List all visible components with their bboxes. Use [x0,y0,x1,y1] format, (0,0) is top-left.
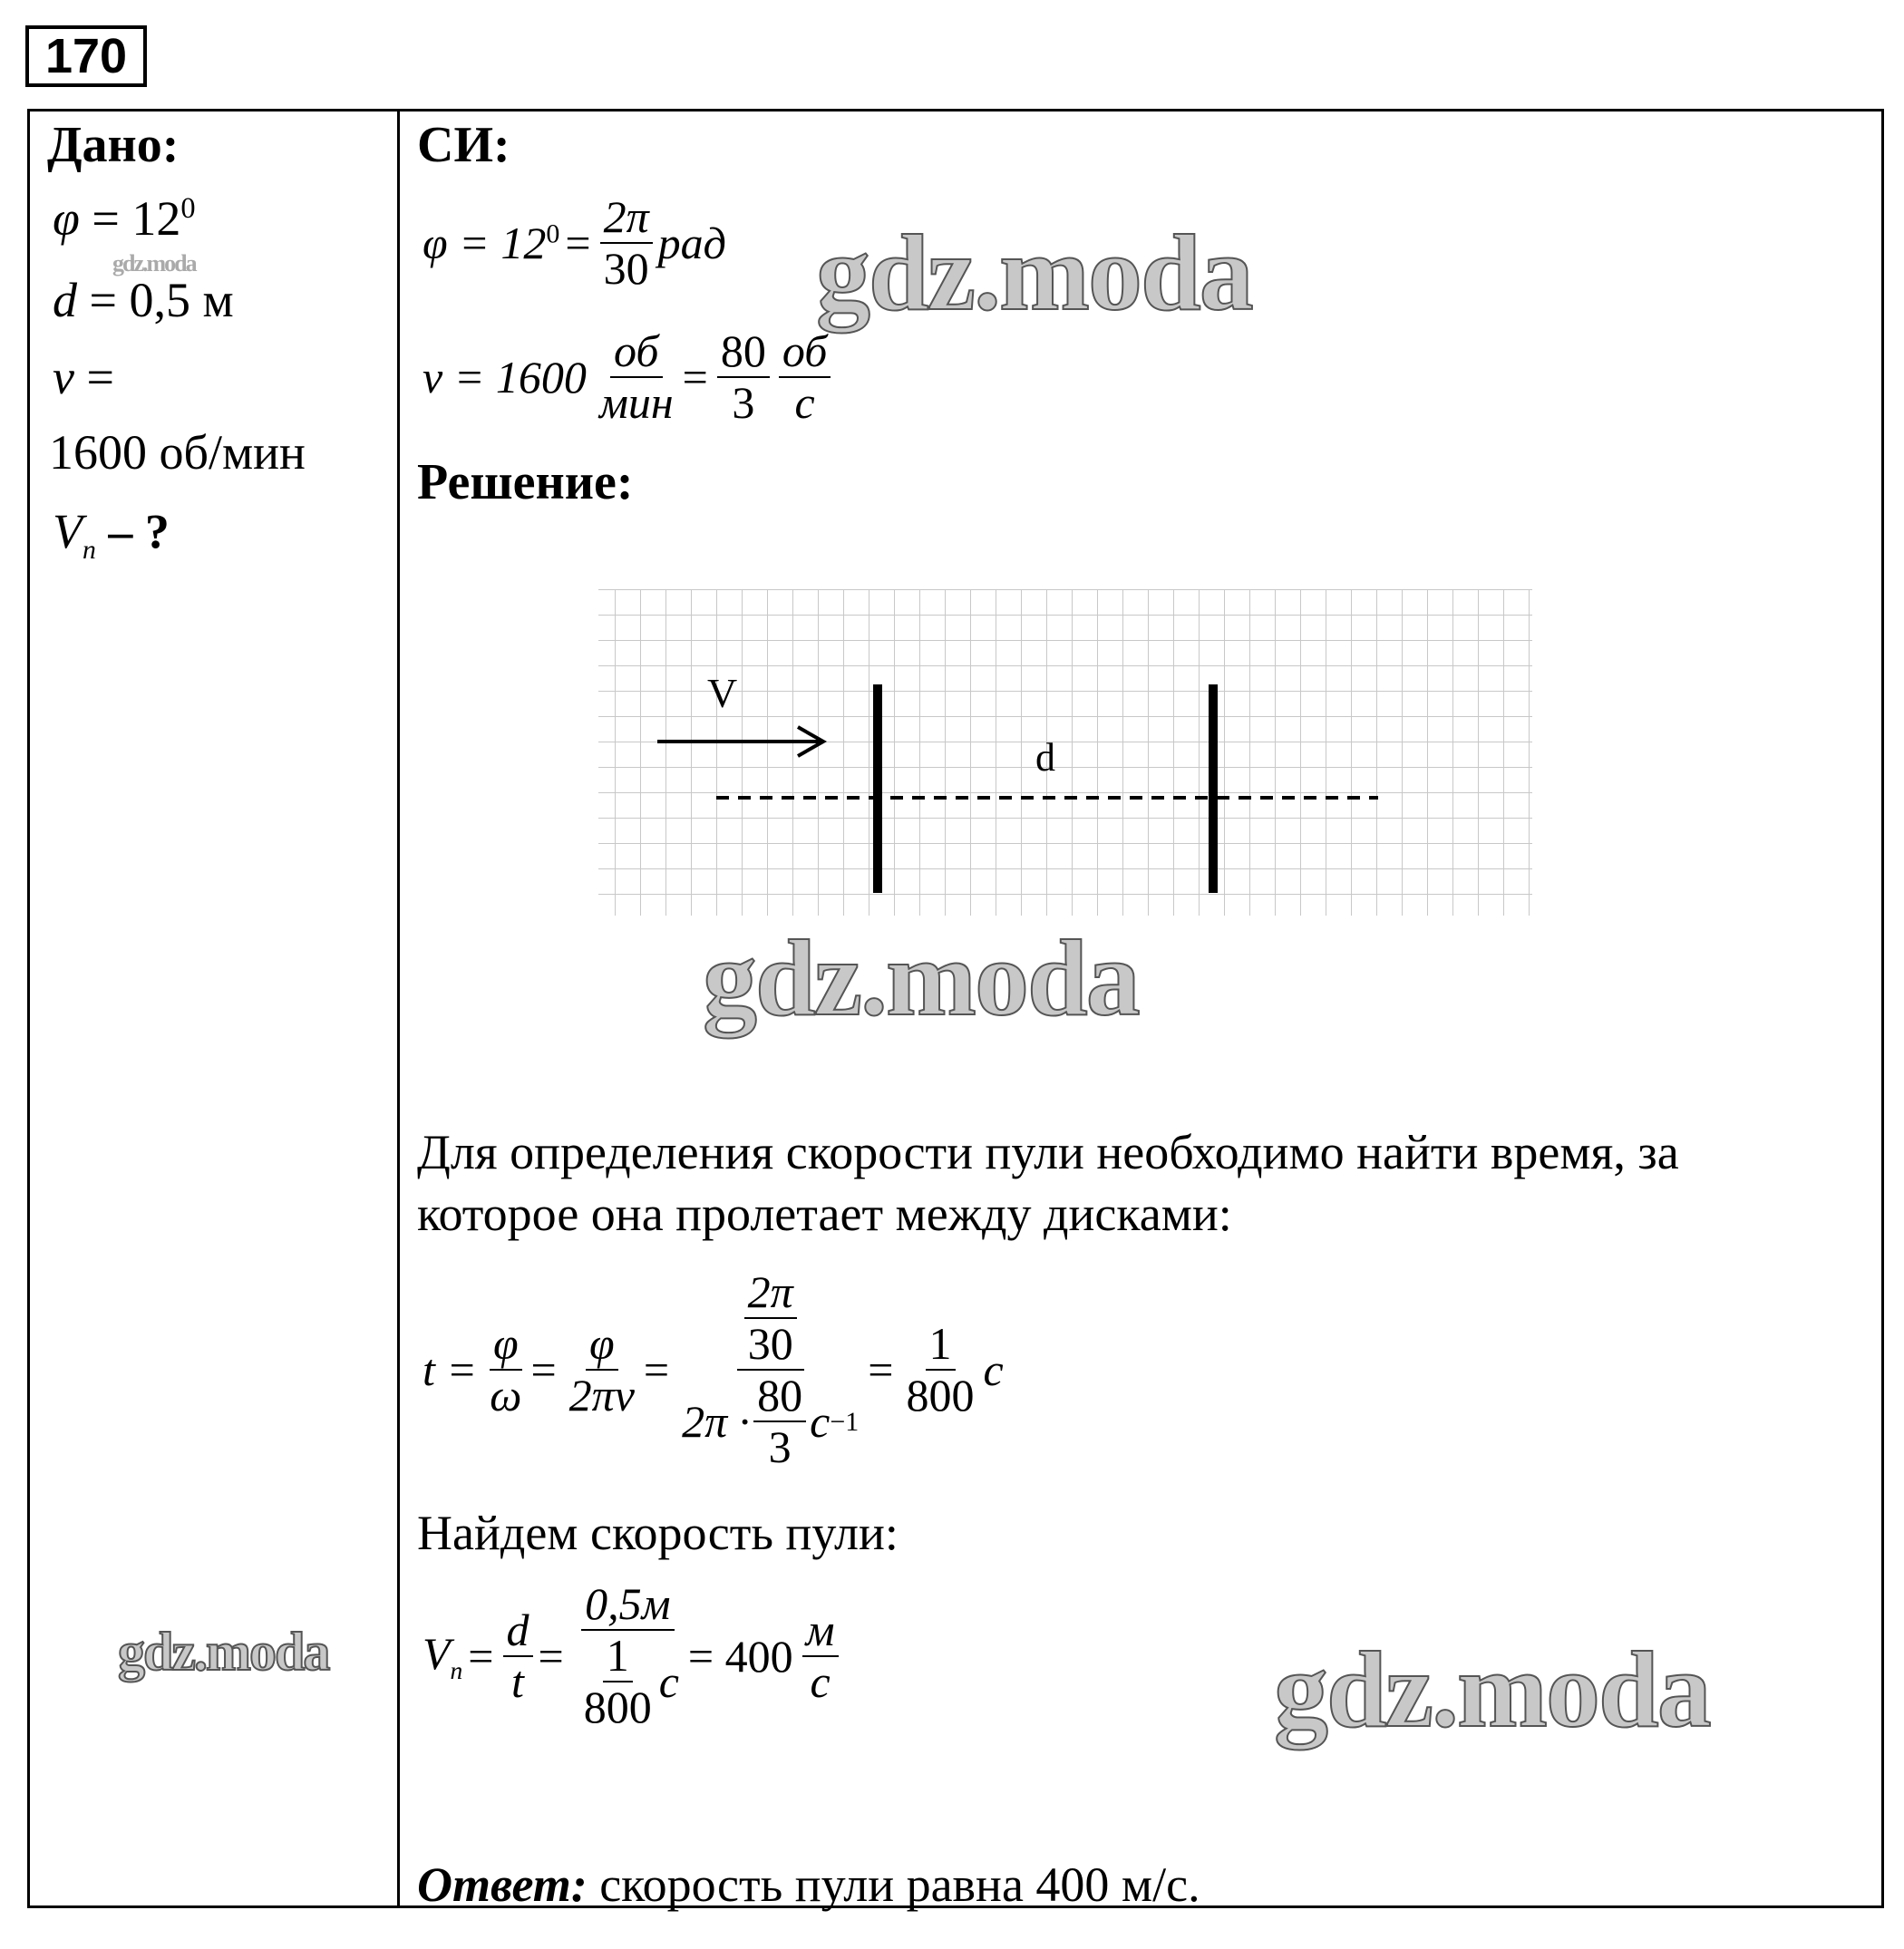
time-equation: t = $\frac{\varphi}{\omega}$ = $\frac{\varphi}{2\pi\nu}$ = $\frac{2\pi}{30}$ 2π · $\frac{80}{3}$ с −1 = $\frac{1}{800}$ с [423,1266,1004,1472]
solution-header: Решение: [417,454,634,510]
problem-number: 170 [25,25,147,87]
watermark-top: gdz.moda [816,212,1252,333]
disks-diagram [589,589,1541,925]
si-nu-equation: ν = 1600 $\frac{об}{\text{мин}}$ = $\frac{80}{3}$ $\frac{об}{с}$ [423,326,836,428]
given-nu-value: 1600 об/мин [49,425,306,480]
label-v: V [707,670,738,716]
answer-label: Ответ: [417,1857,588,1912]
label-d: d [1035,735,1055,780]
answer-text: скорость пули равна 400 м/с. [587,1857,1200,1912]
watermark-left: gdz.moda [118,1622,329,1682]
solution-text-1: Для определения скорости пули необходимо найти время, за [417,1125,1679,1179]
grid-background [598,589,1532,916]
watermark-middle: gdz.moda [703,917,1139,1038]
answer [417,1857,1200,1913]
watermark-small: gdz.moda [112,250,196,276]
solution-text-3: Найдем скорость пули: [417,1506,899,1560]
given-phi: $\varphi = 12^0$ [53,191,196,246]
watermark-bottom: gdz.moda [1274,1629,1710,1750]
column-divider [397,109,400,1908]
given-header: Дано: [47,117,180,173]
solution-text-2: которое она пролетает между дисками: [417,1187,1232,1241]
given-nu: ν = [53,350,114,404]
si-phi-equation: $\varphi = 12^0$ = $\frac{2\pi}{30}$ рад [423,191,726,294]
si-header: СИ: [417,117,510,173]
velocity-equation: $V_п$ = $\frac{d}{t}$ = 0,5м $\frac{1}{800}$ с = 400 $\frac{м}{с}$ [423,1579,844,1732]
given-find: $V_п$ – ? [53,504,170,565]
given-d: d = 0,5 м [53,273,234,327]
